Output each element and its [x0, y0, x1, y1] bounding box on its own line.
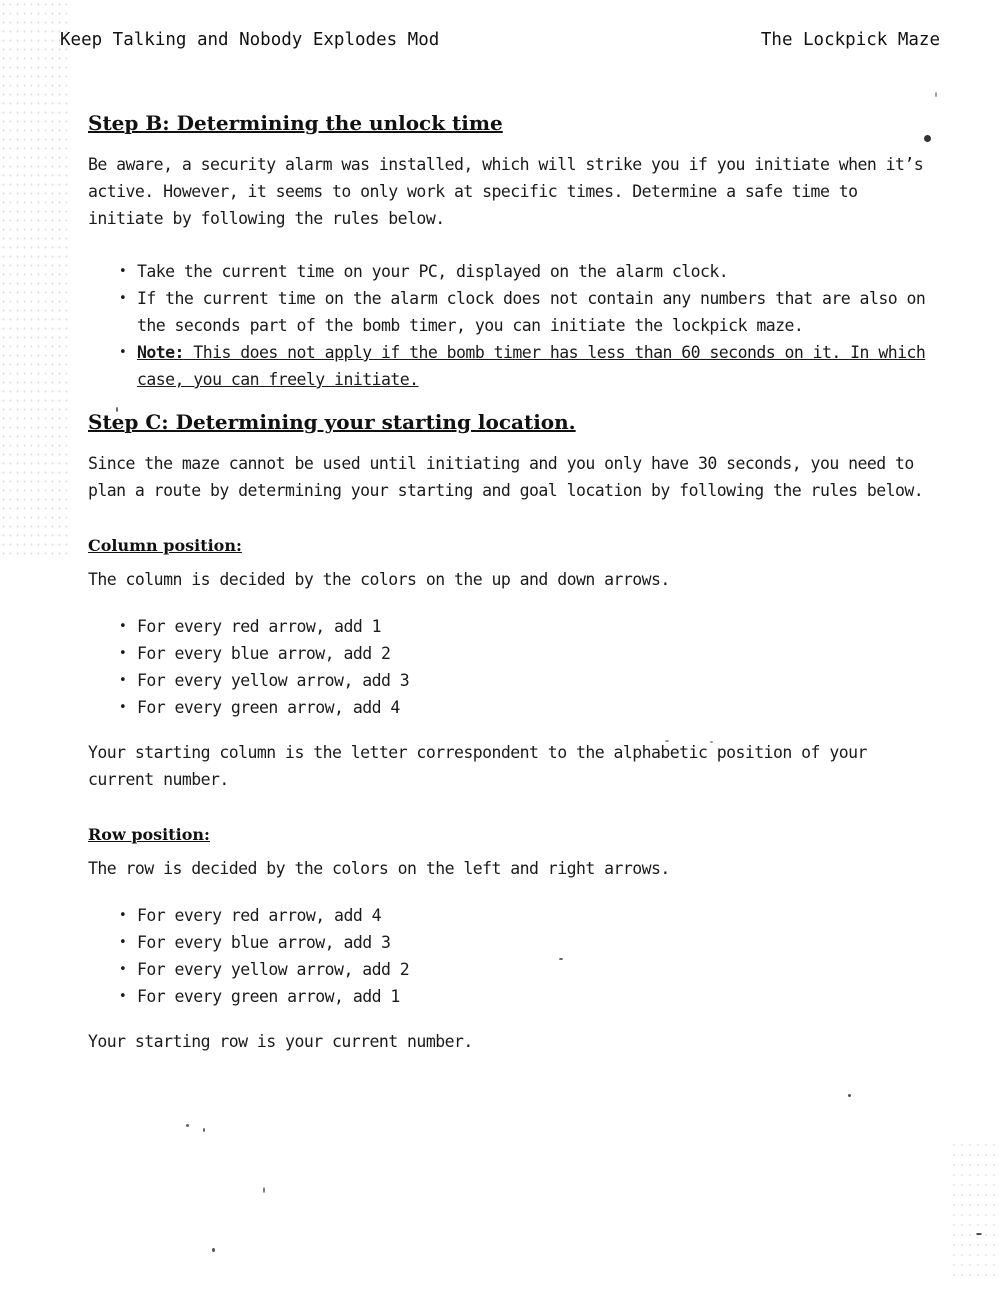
ink-speck	[976, 1233, 982, 1235]
list-item: • For every green arrow, add 1	[137, 983, 928, 1010]
ink-speck	[212, 1248, 215, 1252]
header-module-name: The Lockpick Maze	[760, 30, 940, 50]
row-outro: Your starting row is your current number.	[88, 1032, 473, 1051]
ink-speck	[203, 1128, 205, 1132]
ink-speck	[263, 1187, 265, 1193]
list-item: • For every green arrow, add 4	[137, 694, 928, 721]
note-label: Note:	[137, 343, 184, 362]
ink-speck	[848, 1094, 851, 1097]
list-item: • If the current time on the alarm clock does not contain any numbers that are also on the seconds part of the bomb timer, you can initiate the lockpick maze.	[137, 285, 928, 339]
paper-texture	[0, 0, 70, 560]
header-mod-title: Keep Talking and Nobody Explodes Mod	[60, 30, 440, 50]
row-position-heading: Row position:	[88, 825, 210, 844]
step-b-section	[88, 108, 928, 393]
list-item: • For every red arrow, add 1	[137, 613, 928, 640]
column-intro: The column is decided by the colors on the up and down arrows.	[88, 570, 670, 589]
step-c-heading: Step C: Determining your starting location.	[88, 410, 576, 434]
step-c-section	[88, 407, 928, 504]
list-item: • Take the current time on your PC, displayed on the alarm clock.	[137, 258, 928, 285]
page-header	[60, 30, 940, 54]
row-position-section	[88, 823, 928, 1055]
column-position-heading: Column position:	[88, 536, 242, 555]
row-intro: The row is decided by the colors on the left and right arrows.	[88, 859, 670, 878]
step-c-intro: Since the maze cannot be used until initiating and you only have 30 seconds, you need to plan a route by determining your starting and goal location by following the rules below.	[88, 454, 924, 500]
step-b-heading: Step B: Determining the unlock time	[88, 111, 503, 135]
list-item: • For every blue arrow, add 2	[137, 640, 928, 667]
column-rules	[88, 613, 928, 721]
list-item: • For every yellow arrow, add 2	[137, 956, 928, 983]
column-outro: Your starting column is the letter correspondent to the alphabetic position of your current number.	[88, 743, 867, 789]
note-text: This does not apply if the bomb timer has less than 60 seconds on it. In which case, you can freely initiate.	[137, 343, 926, 389]
paper-texture	[950, 1140, 1000, 1280]
column-position-section	[88, 534, 928, 793]
step-b-intro: Be aware, a security alarm was installed, which will strike you if you initiate when it’s active. However, it seems to only work at specific times. Determine a safe time to initiate by following the rules below.	[88, 155, 924, 228]
list-item: • For every yellow arrow, add 3	[137, 667, 928, 694]
manual-content	[88, 108, 928, 1075]
list-item: • For every blue arrow, add 3	[137, 929, 928, 956]
step-b-rules	[88, 258, 928, 393]
note-item	[137, 339, 928, 393]
row-rules	[88, 902, 928, 1010]
ink-speck	[186, 1124, 189, 1127]
list-item: • For every red arrow, add 4	[137, 902, 928, 929]
ink-speck	[935, 92, 937, 97]
